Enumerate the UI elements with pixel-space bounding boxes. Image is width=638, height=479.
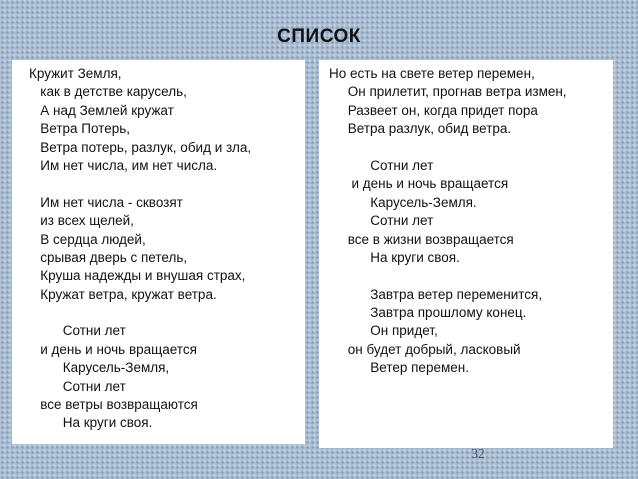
poem-line: и день и ночь вращается — [29, 341, 197, 357]
poem-line: Сотни лет — [329, 157, 434, 173]
poem-line: Завтра прошлому конец. — [329, 305, 527, 321]
poem-line: Ветра разлук, обид ветра. — [329, 121, 512, 137]
poem-line: Им нет числа, им нет числа. — [29, 157, 218, 173]
poem-line: Кружит Земля, — [29, 66, 122, 81]
right-text-panel — [319, 60, 613, 448]
poem-line: Сотни лет — [29, 378, 126, 394]
poem-line: Он прилетит, прогнав ветра измен, — [329, 84, 567, 100]
poem-line: Сотни лет — [329, 213, 434, 229]
poem-line — [29, 304, 305, 322]
poem-line — [329, 139, 613, 157]
poem-line: На круги своя. — [29, 415, 153, 431]
poem-line: Сотни лет — [29, 323, 126, 339]
poem-line: Ветра потерь, разлук, обид и зла, — [29, 139, 252, 155]
poem-line: В сердца людей, — [29, 231, 146, 247]
poem-line: Карусель-Земля, — [29, 360, 170, 376]
poem-line: Но есть на свете ветер перемен, — [329, 66, 535, 81]
poem-line: из всех щелей, — [29, 213, 134, 229]
poem-line: Им нет числа - сквозят — [29, 194, 183, 210]
poem-line: Ветер перемен. — [329, 360, 469, 376]
poem-line: Карусель-Земля. — [329, 194, 477, 210]
poem-line: А над Землей кружат — [29, 102, 174, 118]
left-text-panel — [12, 60, 305, 444]
poem-line: На круги своя. — [329, 249, 460, 265]
poem-line: Завтра ветер переменится, — [329, 286, 543, 302]
poem-line: все ветры возвращаются — [29, 397, 198, 413]
poem-line: Развеет он, когда придет пора — [329, 102, 538, 118]
poem-line: Круша надежды и внушая страх, — [29, 268, 246, 284]
poem-line: он будет добрый, ласковый — [329, 341, 521, 357]
poem-line: Он придет, — [329, 323, 438, 339]
poem-line: Ветра Потерь, — [29, 121, 131, 137]
poem-line: срывая дверь с петель, — [29, 249, 188, 265]
poem-line: как в детстве карусель, — [29, 84, 187, 100]
page-number: 32 — [471, 446, 485, 461]
poem-line — [329, 267, 613, 285]
poem-line — [29, 175, 305, 193]
poem-line: Кружат ветра, кружат ветра. — [29, 286, 217, 302]
poem-line: и день и ночь вращается — [329, 176, 509, 192]
slide-title: СПИСОК — [277, 26, 361, 47]
poem-line: все в жизни возвращается — [329, 231, 514, 247]
